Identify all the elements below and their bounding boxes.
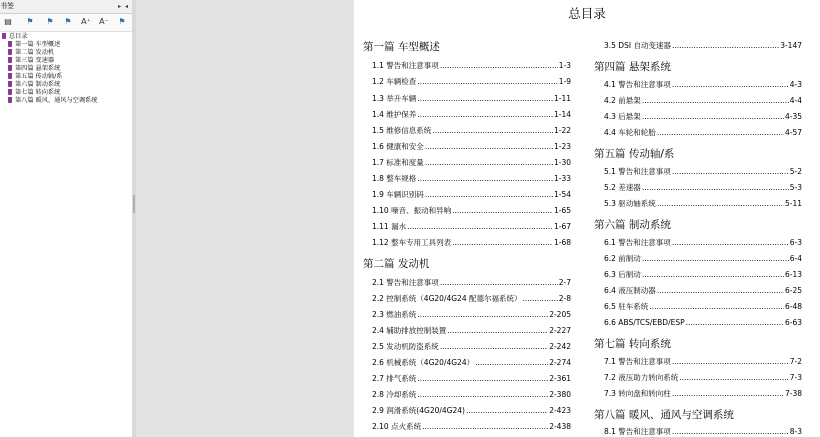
bookmark-label: 第五篇 传动轴/系 bbox=[15, 73, 63, 80]
toc-label: 5.3 驱动轴系统 bbox=[604, 199, 656, 208]
toc-entry[interactable] bbox=[372, 94, 571, 104]
toc-entry[interactable] bbox=[604, 80, 802, 90]
toc-page: 1-22 bbox=[553, 126, 571, 135]
toc-label: 1.11 漏水 bbox=[372, 222, 407, 231]
bookmark-label: 总目录 bbox=[9, 33, 28, 40]
toc-page: 6-48 bbox=[784, 302, 802, 311]
toc-page: 1-65 bbox=[553, 206, 571, 215]
bookmark-icon bbox=[8, 81, 12, 87]
toc-entry[interactable] bbox=[604, 286, 802, 296]
toc-page: 1-3 bbox=[558, 61, 571, 70]
toc-entry[interactable] bbox=[372, 278, 571, 288]
toc-page: 6-3 bbox=[789, 238, 802, 247]
toc-page: 6-4 bbox=[789, 254, 802, 263]
bookmark-icon bbox=[2, 33, 6, 39]
toc-label: 3.5 DSI 自动变速器 bbox=[604, 41, 671, 50]
options-menu-icon[interactable]: ▤ bbox=[4, 17, 12, 26]
toc-page: 2-380 bbox=[549, 390, 571, 399]
toc-entry[interactable] bbox=[372, 422, 571, 432]
toc-entry[interactable] bbox=[604, 254, 802, 264]
bookmark-toolbar bbox=[0, 14, 132, 32]
toc-label: 2.3 燃油系统 bbox=[372, 310, 417, 319]
add-bookmark-icon[interactable]: ⚑ bbox=[26, 17, 34, 26]
toc-label: 2.4 辅助排放控制装置 bbox=[372, 326, 447, 335]
toc-entry[interactable] bbox=[604, 318, 802, 328]
toc-label: 8.1 警告和注意事项 bbox=[604, 427, 671, 436]
panel-collapse-controls[interactable]: ▸ ◂ bbox=[118, 3, 129, 10]
bookmark-icon bbox=[8, 97, 12, 103]
bookmark-panel bbox=[0, 0, 133, 437]
bookmark-item[interactable] bbox=[8, 41, 60, 49]
toc-entry[interactable] bbox=[372, 158, 571, 168]
toc-label: 4.2 前悬架 bbox=[604, 96, 641, 105]
toc-label: 6.2 前制动 bbox=[604, 254, 641, 263]
toc-entry[interactable] bbox=[372, 77, 571, 87]
toc-page: 6-25 bbox=[784, 286, 802, 295]
toc-label: 1.9 车辆识别码 bbox=[372, 190, 424, 199]
toc-entry[interactable] bbox=[372, 238, 571, 248]
toc-label: 2.8 冷却系统 bbox=[372, 390, 417, 399]
toc-label: 2.1 警告和注意事项 bbox=[372, 278, 439, 287]
bookmark-item[interactable] bbox=[8, 89, 60, 97]
toc-entry[interactable] bbox=[372, 342, 571, 352]
bookmark-root[interactable] bbox=[2, 33, 28, 41]
toc-entry[interactable] bbox=[372, 190, 571, 200]
toc-label: 2.2 控制系统（4G20/4G24 配德尔福系统） bbox=[372, 294, 522, 303]
part-heading: 第二篇 发动机 bbox=[363, 258, 430, 270]
toc-page: 2-8 bbox=[558, 294, 571, 303]
toc-page: 2-227 bbox=[549, 326, 571, 335]
toc-page: 1-9 bbox=[558, 77, 571, 86]
toc-entry[interactable] bbox=[604, 183, 802, 193]
toc-label: 2.7 排气系统 bbox=[372, 374, 417, 383]
toc-entry[interactable] bbox=[372, 126, 571, 136]
toc-entry[interactable] bbox=[372, 358, 571, 368]
toc-entry[interactable] bbox=[604, 357, 802, 367]
toc-entry[interactable] bbox=[372, 110, 571, 120]
toc-label: 1.5 维修信息系统 bbox=[372, 126, 432, 135]
bookmark-icon bbox=[8, 49, 12, 55]
toc-page: 8-3 bbox=[789, 427, 802, 436]
bookmark-label: 第二篇 发动机 bbox=[15, 49, 55, 56]
toc-page: 1-67 bbox=[553, 222, 571, 231]
toc-entry[interactable] bbox=[372, 374, 571, 384]
toc-label: 1.3 举升车辆 bbox=[372, 94, 417, 103]
toc-page: 2-7 bbox=[558, 278, 571, 287]
bookmark-item[interactable] bbox=[8, 49, 54, 57]
toc-page: 5-11 bbox=[784, 199, 802, 208]
toc-page: 3-147 bbox=[780, 41, 802, 50]
toc-label: 2.5 发动机防盗系统 bbox=[372, 342, 439, 351]
toc-page: 1-23 bbox=[553, 142, 571, 151]
toc-label: 6.6 ABS/TCS/EBD/ESP bbox=[604, 318, 685, 327]
toc-label: 1.2 车辆检查 bbox=[372, 77, 417, 86]
toc-page: 2-438 bbox=[549, 422, 571, 431]
toc-page: 1-68 bbox=[553, 238, 571, 247]
toc-page: 2-274 bbox=[549, 358, 571, 367]
toc-label: 6.5 驻车系统 bbox=[604, 302, 649, 311]
bookmark-item[interactable] bbox=[8, 57, 54, 65]
toc-entry[interactable] bbox=[604, 373, 802, 383]
part-heading: 第七篇 转向系统 bbox=[594, 338, 671, 350]
toc-page: 5-2 bbox=[789, 167, 802, 176]
toc-label: 4.1 警告和注意事项 bbox=[604, 80, 671, 89]
toc-label: 1.8 整车规格 bbox=[372, 174, 417, 183]
toc-page: 7-38 bbox=[784, 389, 802, 398]
bookmark-item[interactable] bbox=[8, 73, 62, 81]
toc-label: 6.1 警告和注意事项 bbox=[604, 238, 671, 247]
bookmark-icon bbox=[8, 57, 12, 63]
toc-label: 1.1 警告和注意事项 bbox=[372, 61, 439, 70]
toc-entry[interactable] bbox=[604, 302, 802, 312]
toc-label: 5.2 差速器 bbox=[604, 183, 641, 192]
toc-page: 1-33 bbox=[553, 174, 571, 183]
toc-label: 1.4 维护保养 bbox=[372, 110, 417, 119]
toc-label: 7.2 液压助力转向系统 bbox=[604, 373, 679, 382]
bookmark-icon bbox=[8, 65, 12, 71]
toc-page: 7-3 bbox=[789, 373, 802, 382]
splitter-grip[interactable] bbox=[133, 195, 135, 213]
bookmark-icon bbox=[8, 73, 12, 79]
toc-page: 4-3 bbox=[789, 80, 802, 89]
bookmark-label: 第一篇 车型概述 bbox=[15, 41, 61, 48]
toc-page: 6-63 bbox=[784, 318, 802, 327]
bookmark-label: 第四篇 悬架系统 bbox=[15, 65, 61, 72]
text-larger-icon[interactable]: A⁺ bbox=[81, 17, 91, 26]
bookmark-label: 第三篇 变速器 bbox=[15, 57, 55, 64]
toc-entry[interactable] bbox=[372, 390, 571, 400]
toc-page: 7-2 bbox=[789, 357, 802, 366]
toc-entry[interactable] bbox=[604, 427, 802, 437]
toc-label: 6.3 后制动 bbox=[604, 270, 641, 279]
bookmark-icon bbox=[8, 41, 12, 47]
part-heading: 第五篇 传动轴/系 bbox=[594, 148, 675, 160]
bookmark-icon bbox=[8, 89, 12, 95]
toc-page: 6-13 bbox=[784, 270, 802, 279]
part-heading: 第四篇 悬架系统 bbox=[594, 61, 671, 73]
toc-entry[interactable] bbox=[604, 389, 802, 399]
toc-entry[interactable] bbox=[604, 112, 802, 122]
bookmark-label: 第八篇 暖风、通风与空调系统 bbox=[15, 97, 98, 104]
toc-label: 1.12 整车专用工具列表 bbox=[372, 238, 452, 247]
part-heading: 第八篇 暖风、通风与空调系统 bbox=[594, 409, 734, 421]
toc-entry[interactable] bbox=[372, 294, 571, 304]
toc-entry[interactable] bbox=[604, 167, 802, 177]
toc-label: 5.1 警告和注意事项 bbox=[604, 167, 671, 176]
toc-page: 2-205 bbox=[549, 310, 571, 319]
toc-label: 1.6 健康和安全 bbox=[372, 142, 424, 151]
toc-entry[interactable] bbox=[604, 41, 802, 51]
toc-label: 6.4 液压制动器 bbox=[604, 286, 656, 295]
toc-label: 7.1 警告和注意事项 bbox=[604, 357, 671, 366]
toc-entry[interactable] bbox=[372, 206, 571, 216]
toc-page: 4-57 bbox=[784, 128, 802, 137]
panel-header bbox=[0, 0, 132, 14]
toc-label: 2.10 点火系统 bbox=[372, 422, 422, 431]
toc-entry[interactable] bbox=[372, 406, 571, 416]
toc-label: 7.3 转向盘和转向柱 bbox=[604, 389, 671, 398]
bookmark-label: 第七篇 转向系统 bbox=[15, 89, 61, 96]
document-page bbox=[354, 0, 820, 437]
toc-label: 1.7 标准和度量 bbox=[372, 158, 424, 167]
toc-page: 1-54 bbox=[553, 190, 571, 199]
toc-entry[interactable] bbox=[604, 238, 802, 248]
panel-title: 书签 bbox=[0, 2, 14, 10]
viewer-background bbox=[136, 0, 354, 437]
toc-entry[interactable] bbox=[604, 199, 802, 209]
bookmark-item[interactable] bbox=[8, 97, 97, 105]
toc-page: 2-242 bbox=[549, 342, 571, 351]
toc-page: 2-361 bbox=[549, 374, 571, 383]
toc-entry[interactable] bbox=[372, 326, 571, 336]
part-heading: 第六篇 制动系统 bbox=[594, 219, 671, 231]
toc-entry[interactable] bbox=[372, 310, 571, 320]
toc-page: 1-11 bbox=[553, 94, 571, 103]
toc-label: 2.9 润滑系统(4G20/4G24) bbox=[372, 406, 465, 415]
text-smaller-icon[interactable]: A⁻ bbox=[99, 17, 109, 26]
toc-page: 5-3 bbox=[789, 183, 802, 192]
toc-entry[interactable] bbox=[604, 270, 802, 280]
bookmark-label: 第六篇 制动系统 bbox=[15, 81, 61, 88]
bookmark-item[interactable] bbox=[8, 65, 60, 73]
toc-entry[interactable] bbox=[372, 61, 571, 71]
bookmark-properties-icon[interactable]: ⚑ bbox=[46, 17, 54, 26]
toc-label: 4.3 后悬架 bbox=[604, 112, 641, 121]
bookmark-goto-icon[interactable]: ⚑ bbox=[64, 17, 72, 26]
toc-entry[interactable] bbox=[604, 96, 802, 106]
toc-label: 2.6 机械系统（4G20/4G24） bbox=[372, 358, 475, 367]
toc-page: 1-30 bbox=[553, 158, 571, 167]
toc-label: 1.10 噪音、振动和异响 bbox=[372, 206, 452, 215]
expand-bookmark-icon[interactable]: ⚑ bbox=[118, 17, 126, 26]
toc-page: 1-14 bbox=[553, 110, 571, 119]
bookmark-item[interactable] bbox=[8, 81, 60, 89]
toc-page: 2-423 bbox=[549, 406, 571, 415]
toc-entry[interactable] bbox=[372, 222, 571, 232]
toc-page: 4-4 bbox=[789, 96, 802, 105]
part-heading: 第一篇 车型概述 bbox=[363, 41, 440, 53]
toc-page: 4-35 bbox=[784, 112, 802, 121]
toc-entry[interactable] bbox=[372, 174, 571, 184]
toc-entry[interactable] bbox=[372, 142, 571, 152]
page-title: 总目录 bbox=[568, 6, 606, 21]
toc-label: 4.4 车轮和轮胎 bbox=[604, 128, 656, 137]
toc-entry[interactable] bbox=[604, 128, 802, 138]
